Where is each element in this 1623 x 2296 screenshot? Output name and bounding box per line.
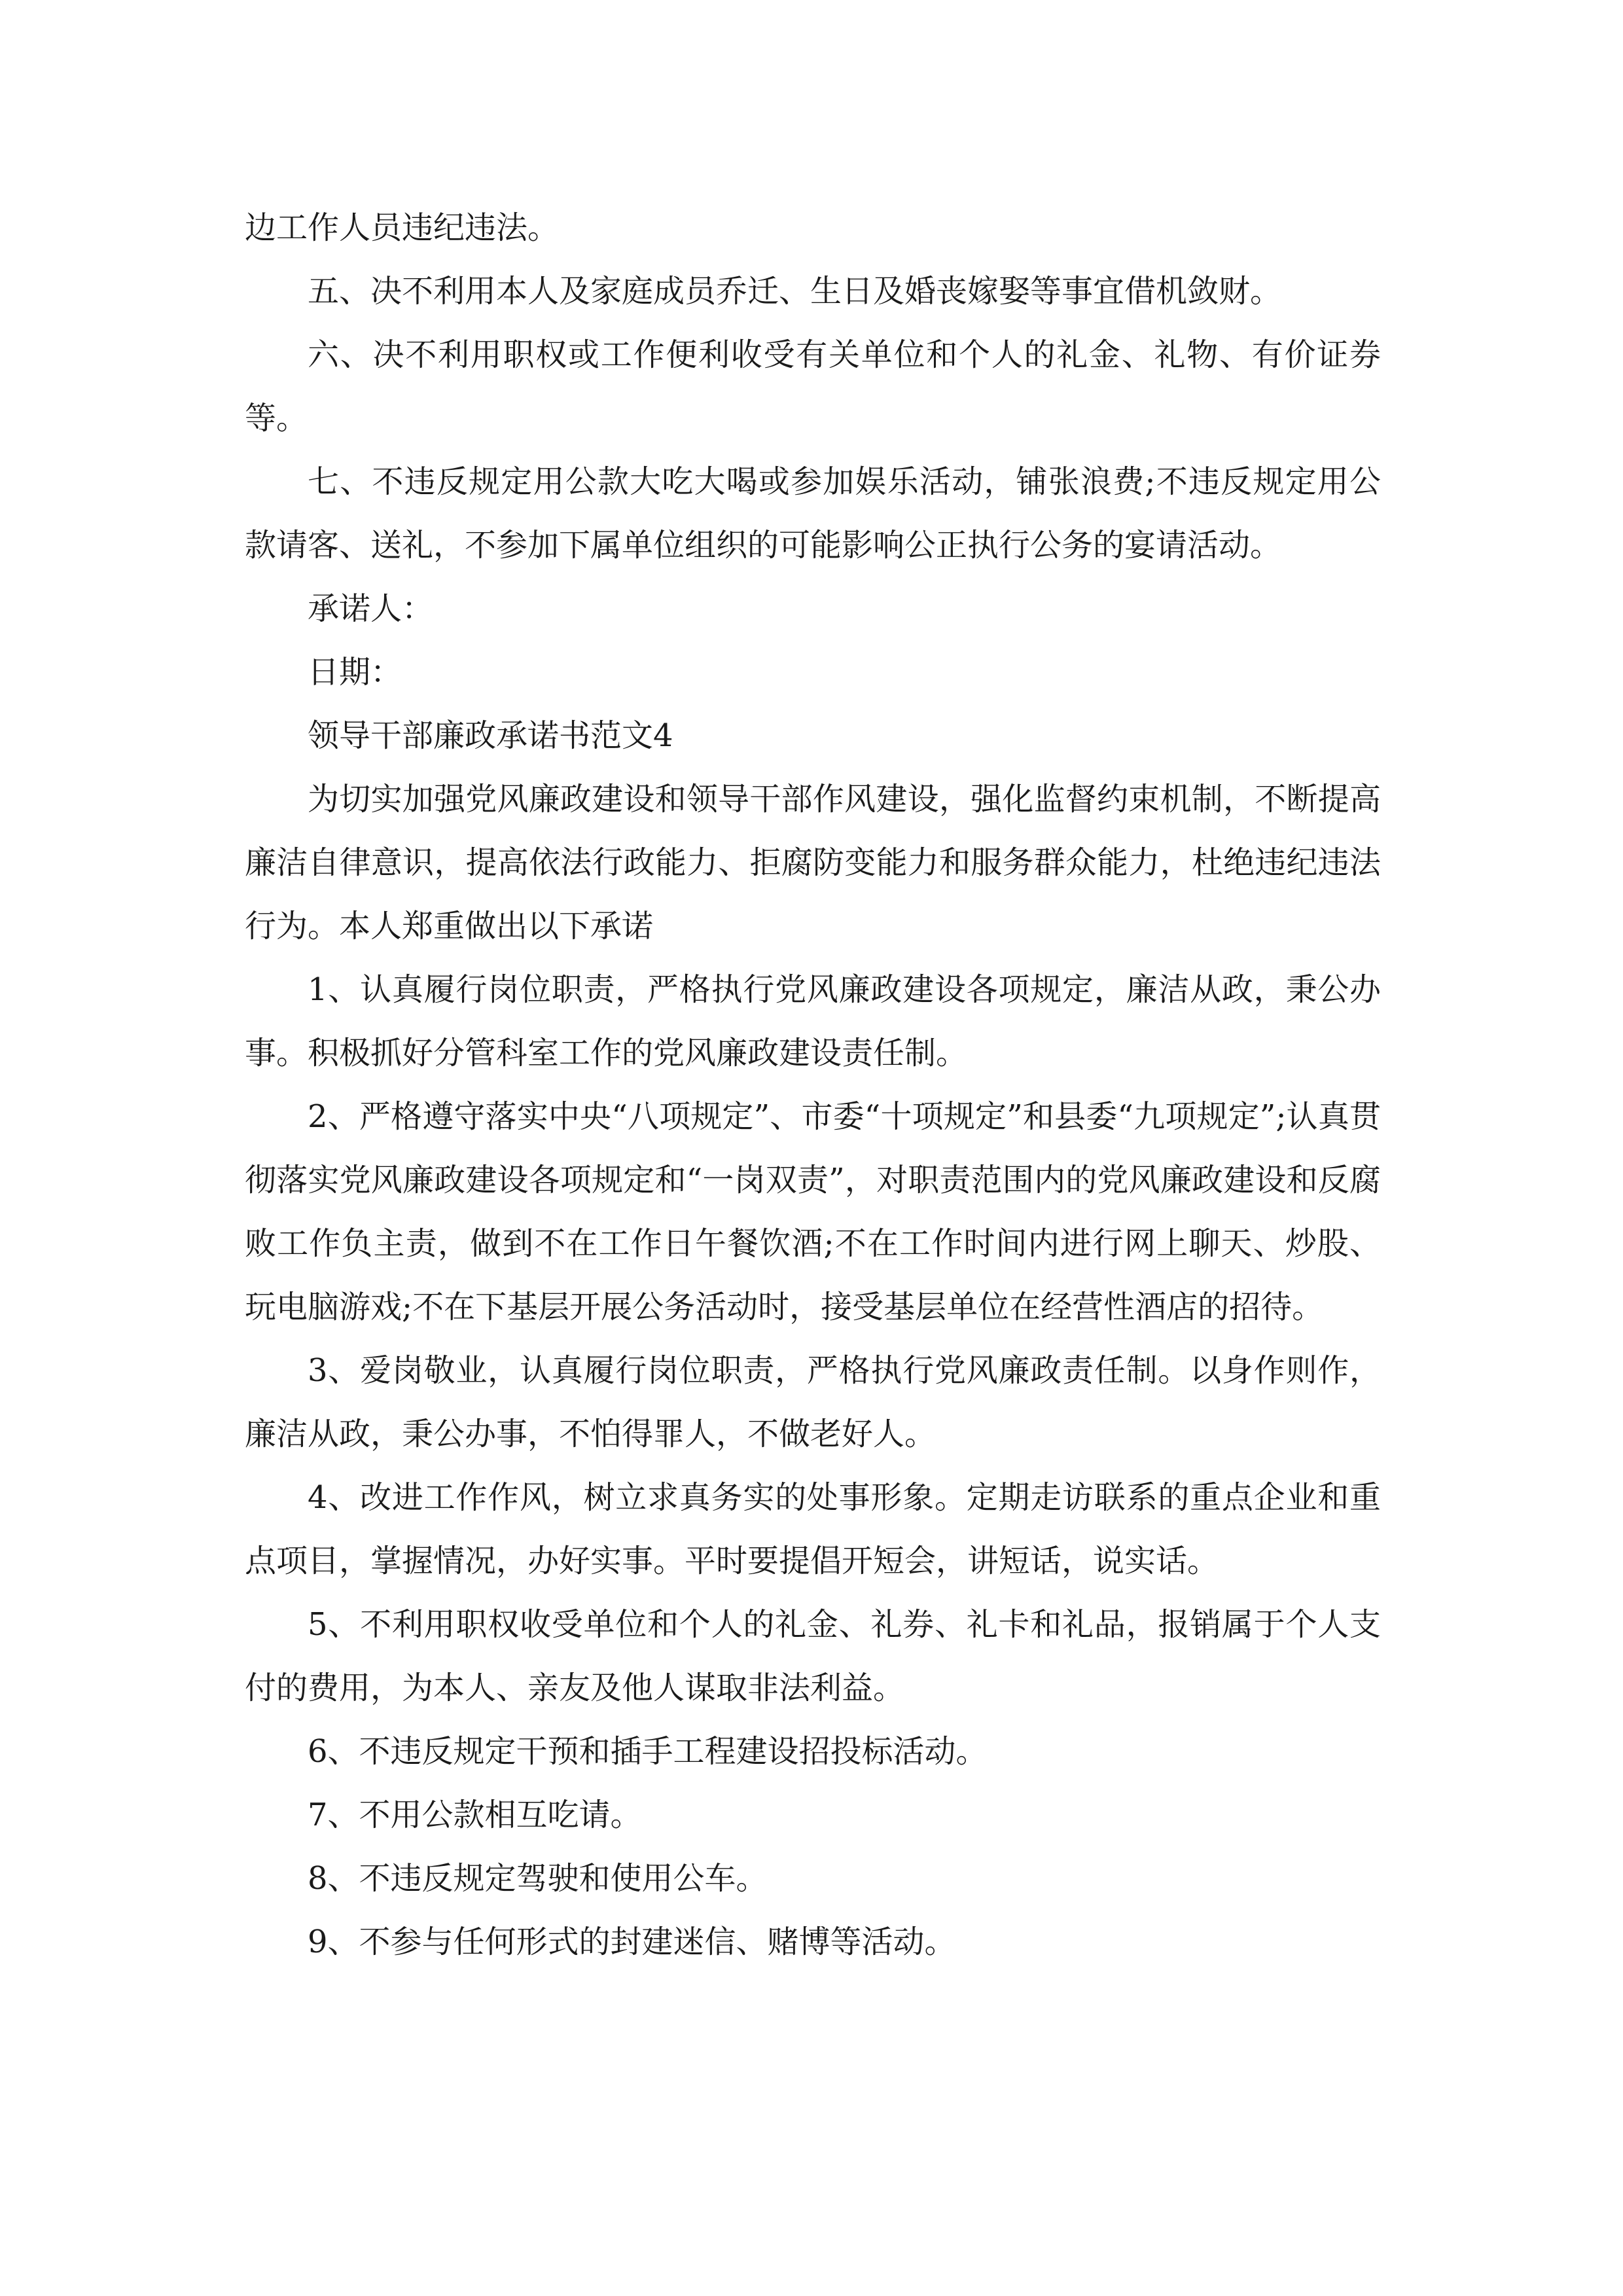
paragraph-point-8: 8、不违反规定驾驶和使用公车。: [308, 1860, 768, 1897]
paragraph-point-1: 1、认真履行岗位职责，严格执行党风廉政建设各项规定，廉洁从政，秉公办事。积极抓好分管科室工作的党风廉政建设责任制。: [245, 971, 1381, 1071]
paragraph-item-5: 五、决不利用本人及家庭成员乔迁、生日及婚丧嫁娶等事宜借机敛财。: [308, 273, 1282, 310]
date-label: 日期：: [308, 654, 402, 691]
section-title: 领导干部廉政承诺书范文4: [308, 717, 673, 754]
paragraph-continuation: 边工作人员违纪违法。: [245, 209, 560, 246]
paragraph-point-4: 4、改进工作作风，树立求真务实的处事形象。定期走访联系的重点企业和重点项目，掌握情况，办好实事。平时要提倡开短会，讲短话，说实话。: [245, 1479, 1381, 1579]
paragraph-item-7: 七、不违反规定用公款大吃大喝或参加娱乐活动，铺张浪费;不违反规定用公款请客、送礼，不参加下属单位组织的可能影响公正执行公务的宴请活动。: [245, 463, 1381, 564]
document-page: [245, 196, 1381, 1974]
paragraph-point-7: 7、不用公款相互吃请。: [308, 1797, 642, 1833]
paragraph-point-6: 6、不违反规定干预和插手工程建设招投标活动。: [308, 1733, 988, 1770]
signature-label: 承诺人：: [308, 590, 434, 627]
paragraph-item-6: 六、决不利用职权或工作便利收受有关单位和个人的礼金、礼物、有价证券等。: [245, 336, 1381, 437]
paragraph-intro: 为切实加强党风廉政建设和领导干部作风建设，强化监督约束机制，不断提高廉洁自律意识，提高依法行政能力、拒腐防变能力和服务群众能力，杜绝违纪违法行为。本人郑重做出以下承诺: [245, 781, 1381, 944]
paragraph-point-9: 9、不参与任何形式的封建迷信、赌博等活动。: [308, 1924, 956, 1960]
paragraph-point-2: 2、严格遵守落实中央“八项规定”、市委“十项规定”和县委“九项规定”;认真贯彻落实党风廉政建设各项规定和“一岗双责”，对职责范围内的党风廉政建设和反腐败工作负主责，做到不在工作日午餐饮酒;不在工作时间内进行网上聊天、炒股、玩电脑游戏;不在下基层开展公务活动时，接受基层单位在经营性酒店的招待。: [245, 1098, 1381, 1325]
paragraph-point-3: 3、爱岗敬业，认真履行岗位职责，严格执行党风廉政责任制。以身作则作，廉洁从政，秉公办事，不怕得罪人，不做老好人。: [245, 1352, 1381, 1452]
paragraph-point-5: 5、不利用职权收受单位和个人的礼金、礼券、礼卡和礼品，报销属于个人支付的费用，为本人、亲友及他人谋取非法利益。: [245, 1606, 1381, 1706]
